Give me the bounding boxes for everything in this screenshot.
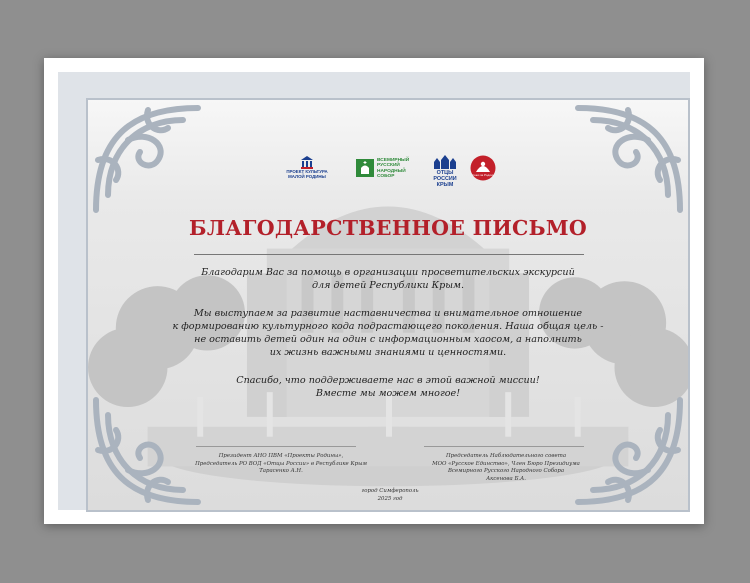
paragraph-line: не оставить детей один на один с информационным хаосом, а наполнить xyxy=(194,334,582,345)
paragraph-gratitude xyxy=(88,374,688,400)
church-icon xyxy=(356,159,374,177)
logo-russian-people-council xyxy=(356,155,414,185)
emblem-icon xyxy=(470,155,496,181)
logo-soyuz-text: Союз за Родину xyxy=(471,173,495,177)
museum-icon xyxy=(300,155,314,169)
signature-line-text: Председатель Наблюдательного совета xyxy=(445,453,567,459)
kremlin-icon xyxy=(432,155,458,169)
year-text: 2025 год xyxy=(377,495,403,502)
logo-kultura-maloy-rodiny xyxy=(284,155,330,185)
signature-line-text: Тарасенко А.Н. xyxy=(259,468,303,474)
signature-line-right xyxy=(424,446,584,447)
paragraph-line: их жизнь важными знаниями и ценностями. xyxy=(269,347,507,358)
paragraph-thanks xyxy=(88,266,688,292)
logo-ottsy-text: ОТЦЫ РОССИИ КРЫМ xyxy=(433,170,457,188)
certificate-frame xyxy=(58,72,690,510)
logo-ottsy-rossii-krym xyxy=(426,155,464,188)
partner-logos xyxy=(88,155,688,187)
signature-line-text: Президент АНО ПВМ «Проекты Родины», xyxy=(218,453,344,459)
paragraph-line: Спасибо, что поддерживаете нас в этой важной миссии! xyxy=(236,375,540,386)
signature-line-left xyxy=(196,446,356,447)
paragraph-line: к формированию культурного кода подрастающего поколения. Наша общая цель - xyxy=(172,321,604,332)
title-underline xyxy=(194,254,584,255)
corner-ornament-bottom-right xyxy=(568,390,688,510)
certificate-sheet xyxy=(44,58,704,524)
logo-soyuz-za-rodinu xyxy=(468,155,498,185)
signature-line-text: Председатель РО ВОД «Отцы России» в Республике Крым xyxy=(195,460,367,467)
signature-left xyxy=(176,453,386,476)
paragraph-line: Вместе мы можем многое! xyxy=(315,388,461,399)
signature-right xyxy=(406,453,606,483)
certificate-title: БЛАГОДАРСТВЕННОЕ ПИСЬМО xyxy=(189,216,587,240)
paragraph-line: Мы выступаем за развитие наставничества и внимательное отношение xyxy=(193,308,583,319)
paragraph-line: Благодарим Вас за помощь в организации просветительских экскурсий xyxy=(201,267,575,278)
place-and-date xyxy=(340,488,440,503)
logo-kultura-text: ПРОЕКТ КУЛЬТУРА МАЛОЙ РОДИНЫ xyxy=(286,169,328,179)
paragraph-line: для детей Республики Крым. xyxy=(311,280,465,291)
signature-line-text: Аксенова Б.А. xyxy=(486,475,526,482)
signature-line-text: МОО «Русское Единство», Член Бюро Президиума xyxy=(432,460,580,467)
place-text: город Симферополь xyxy=(361,488,419,494)
corner-ornament-bottom-left xyxy=(88,390,208,510)
signature-line-text: Всемирного Русского Народного Собора xyxy=(447,468,565,474)
logo-sobor-text: ВСЕМИРНЫЙ РУССКИЙ НАРОДНЫЙ СОБОР xyxy=(377,158,410,180)
certificate-inner-panel xyxy=(86,98,690,512)
paragraph-mission xyxy=(88,307,688,359)
